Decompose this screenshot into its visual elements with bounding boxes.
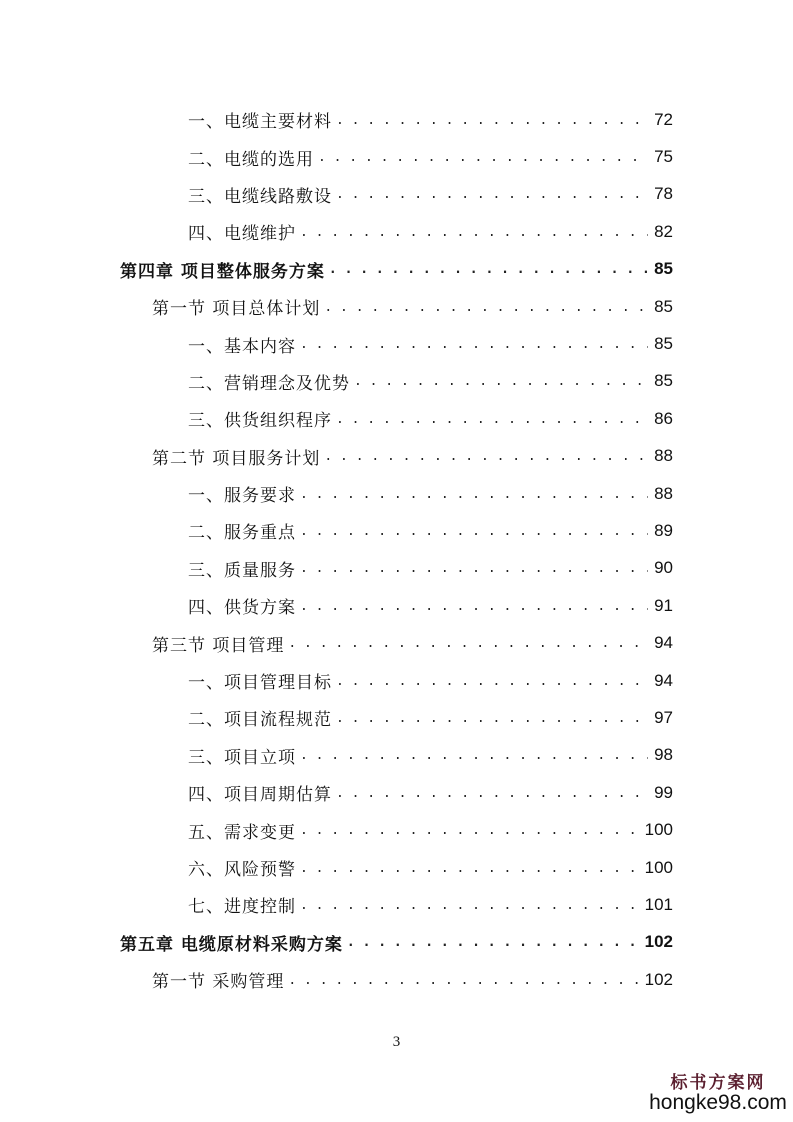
toc-entry-title: 第二节 项目服务计划: [152, 448, 321, 469]
toc-entry-title: 四、项目周期估算: [188, 785, 332, 806]
toc-dot-leader: [300, 596, 648, 616]
toc-entry-page-number: 85: [654, 259, 673, 279]
toc-subsection-entry[interactable]: [0, 213, 673, 250]
toc-subsection-entry[interactable]: [0, 550, 673, 587]
toc-entry-page-number: 82: [654, 221, 673, 241]
toc-subsection-entry[interactable]: [0, 886, 673, 923]
toc-dot-leader: [336, 708, 648, 728]
toc-entry-page-number: 78: [654, 184, 673, 204]
toc-dot-leader: [300, 484, 648, 504]
toc-section-entry[interactable]: [0, 961, 673, 998]
toc-dot-leader: [300, 745, 648, 765]
toc-entry-title: 三、质量服务: [188, 560, 296, 581]
toc-subsection-entry[interactable]: [0, 811, 673, 848]
toc-entry-page-number: 89: [654, 520, 673, 540]
toc-entry-title: 第三节 项目管理: [152, 635, 285, 656]
toc-entry-page-number: 97: [654, 707, 673, 727]
toc-entry-page-number: 94: [654, 633, 673, 653]
toc-entry-title: 二、营销理念及优势: [188, 373, 350, 394]
toc-subsection-entry[interactable]: [0, 176, 673, 213]
toc-subsection-entry[interactable]: [0, 101, 673, 138]
toc-entry-title: 二、服务重点: [188, 523, 296, 544]
toc-dot-leader: [318, 147, 648, 167]
toc-entry-title: 一、电缆主要材料: [188, 112, 332, 133]
toc-section-entry[interactable]: [0, 438, 673, 475]
toc-entry-page-number: 102: [644, 932, 673, 952]
toc-entry-page-number: 72: [654, 109, 673, 129]
toc-entry-title: 二、电缆的选用: [188, 149, 314, 170]
page-number: 3: [392, 1034, 401, 1050]
toc-entry-title: 一、项目管理目标: [188, 673, 332, 694]
toc-entry-title: 四、供货方案: [188, 598, 296, 619]
toc-entry-page-number: 91: [654, 595, 673, 615]
toc-dot-leader: [329, 259, 648, 279]
toc-chapter-entry[interactable]: [0, 251, 673, 288]
toc-entry-page-number: 101: [644, 894, 673, 914]
toc-entry-page-number: 98: [654, 745, 673, 765]
toc-entry-title: 一、服务要求: [188, 486, 296, 507]
toc-entry-title: 二、项目流程规范: [188, 710, 332, 731]
table-of-contents: [0, 101, 793, 998]
toc-dot-leader: [300, 895, 639, 915]
watermark-url: hongke98.com: [649, 1091, 787, 1114]
toc-entry-title: 三、项目立项: [188, 747, 296, 768]
toc-dot-leader: [300, 222, 648, 242]
toc-entry-page-number: 102: [644, 969, 673, 989]
toc-entry-title: 第五章 电缆原材料采购方案: [120, 934, 343, 955]
toc-dot-leader: [300, 334, 648, 354]
toc-subsection-entry[interactable]: [0, 774, 673, 811]
toc-entry-page-number: 88: [654, 483, 673, 503]
watermark-logo: [648, 1068, 788, 1115]
toc-dot-leader: [354, 371, 648, 391]
toc-dot-leader: [336, 184, 648, 204]
toc-dot-leader: [288, 633, 648, 653]
toc-entry-page-number: 85: [654, 296, 673, 316]
toc-dot-leader: [336, 110, 648, 130]
toc-dot-leader: [288, 970, 638, 990]
toc-dot-leader: [300, 858, 639, 878]
toc-subsection-entry[interactable]: [0, 475, 673, 512]
toc-entry-page-number: 88: [654, 446, 673, 466]
toc-chapter-entry[interactable]: [0, 924, 673, 961]
toc-entry-page-number: 86: [654, 408, 673, 428]
toc-subsection-entry[interactable]: [0, 699, 673, 736]
toc-entry-page-number: 100: [644, 820, 673, 840]
toc-dot-leader: [347, 932, 639, 952]
toc-subsection-entry[interactable]: [0, 662, 673, 699]
toc-subsection-entry[interactable]: [0, 325, 673, 362]
toc-entry-title: 第四章 项目整体服务方案: [120, 261, 325, 282]
toc-entry-page-number: 85: [654, 371, 673, 391]
toc-subsection-entry[interactable]: [0, 400, 673, 437]
toc-entry-page-number: 100: [644, 857, 673, 877]
toc-entry-page-number: 75: [654, 147, 673, 167]
toc-dot-leader: [336, 783, 648, 803]
toc-entry-title: 第一节 项目总体计划: [152, 299, 321, 320]
toc-dot-leader: [324, 446, 648, 466]
toc-dot-leader: [336, 671, 648, 691]
toc-entry-title: 五、需求变更: [188, 822, 296, 843]
toc-entry-title: 七、进度控制: [188, 897, 296, 918]
toc-entry-title: 六、风险预警: [188, 860, 296, 880]
toc-subsection-entry[interactable]: [0, 737, 673, 774]
toc-entry-title: 三、电缆线路敷设: [188, 186, 332, 207]
toc-entry-title: 三、供货组织程序: [188, 411, 332, 432]
toc-entry-title: 四、电缆维护: [188, 224, 296, 245]
toc-entry-title: 第一节 采购管理: [152, 972, 285, 993]
toc-subsection-entry[interactable]: [0, 587, 673, 624]
toc-dot-leader: [336, 409, 648, 429]
toc-dot-leader: [324, 297, 648, 317]
toc-dot-leader: [300, 521, 648, 541]
toc-subsection-entry[interactable]: [0, 363, 673, 400]
watermark-chinese: 标书方案网: [670, 1073, 766, 1093]
toc-dot-leader: [300, 820, 639, 840]
toc-subsection-entry[interactable]: [0, 849, 673, 886]
toc-entry-page-number: 99: [654, 782, 673, 802]
toc-section-entry[interactable]: [0, 288, 673, 325]
toc-entry-page-number: 90: [654, 558, 673, 578]
toc-entry-page-number: 85: [654, 334, 673, 354]
toc-subsection-entry[interactable]: [0, 138, 673, 175]
toc-subsection-entry[interactable]: [0, 512, 673, 549]
toc-entry-title: 一、基本内容: [188, 336, 296, 357]
toc-entry-page-number: 94: [654, 670, 673, 690]
toc-section-entry[interactable]: [0, 624, 673, 661]
toc-dot-leader: [300, 558, 648, 578]
